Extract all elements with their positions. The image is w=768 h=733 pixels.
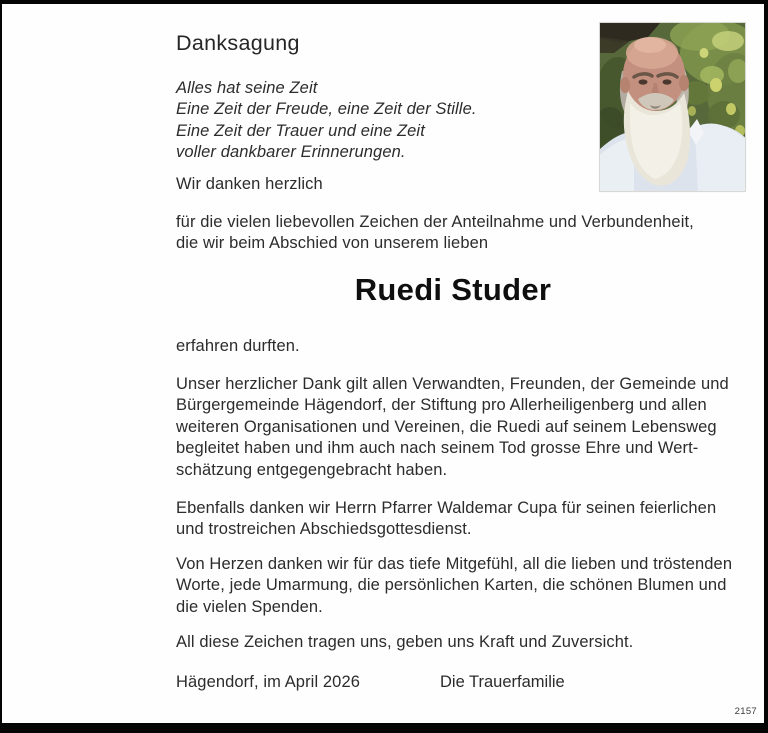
paragraph-line: die vielen Spenden.: [176, 597, 323, 616]
portrait-photo: [600, 23, 745, 191]
thanks-paragraph: [176, 374, 729, 481]
paragraph-line: Von Herzen danken wir für das tiefe Mitgefühl, all die lieben und tröstenden: [176, 555, 733, 573]
poem-line: Eine Zeit der Trauer und eine Zeit: [176, 121, 425, 140]
page-title: Danksagung: [176, 31, 300, 55]
paragraph-line: weiteren Organisationen und Vereinen, die Ruedi auf seinem Lebensweg: [176, 417, 717, 436]
portrait-photo-illustration: [600, 23, 745, 191]
after-name-line: erfahren durften.: [176, 337, 300, 355]
poem-line: Alles hat seine Zeit: [176, 79, 318, 97]
paragraph-line: Worte, jede Umarmung, die persönlichen Karten, die schönen Blumen und: [176, 576, 727, 595]
intro-line: Wir danken herzlich: [176, 175, 323, 193]
closing-line: All diese Zeichen tragen uns, geben uns Kraft und Zuversicht.: [176, 633, 634, 651]
poem-line: Eine Zeit der Freude, eine Zeit der Stille.: [176, 100, 477, 119]
paragraph-line: die wir beim Abschied von unserem lieben: [176, 234, 489, 253]
intro-detail-paragraph: [176, 212, 694, 255]
paragraph-line: begleitet haben und ihm auch nach seinem Tod grosse Ehre und Wert-: [176, 439, 699, 458]
paragraph-line: Ebenfalls danken wir Herrn Pfarrer Waldemar Cupa für seinen feierlichen: [176, 499, 717, 517]
place-date: Hägendorf, im April 2026: [176, 673, 361, 691]
paragraph-line: für die vielen liebevollen Zeichen der Anteilnahme und Verbundenheit,: [176, 213, 694, 231]
paragraph-line: Unser herzlicher Dank gilt allen Verwandten, Freunden, der Gemeinde und: [176, 375, 729, 393]
pastor-paragraph: [176, 498, 716, 541]
deceased-name: Ruedi Studer: [354, 272, 552, 307]
paragraph-line: Bürgergemeinde Hägendorf, der Stiftung pro Allerheiligenberg und allen: [176, 396, 707, 415]
paragraph-line: schätzung entgegengebracht haben.: [176, 460, 448, 479]
poem: [176, 78, 477, 164]
poem-line: voller dankbarer Erinnerungen.: [176, 143, 406, 162]
sympathy-paragraph: [176, 554, 732, 618]
print-number: 2157: [734, 706, 757, 717]
signature: Die Trauerfamilie: [440, 673, 565, 691]
paragraph-line: und trostreichen Abschiedsgottesdienst.: [176, 520, 472, 539]
